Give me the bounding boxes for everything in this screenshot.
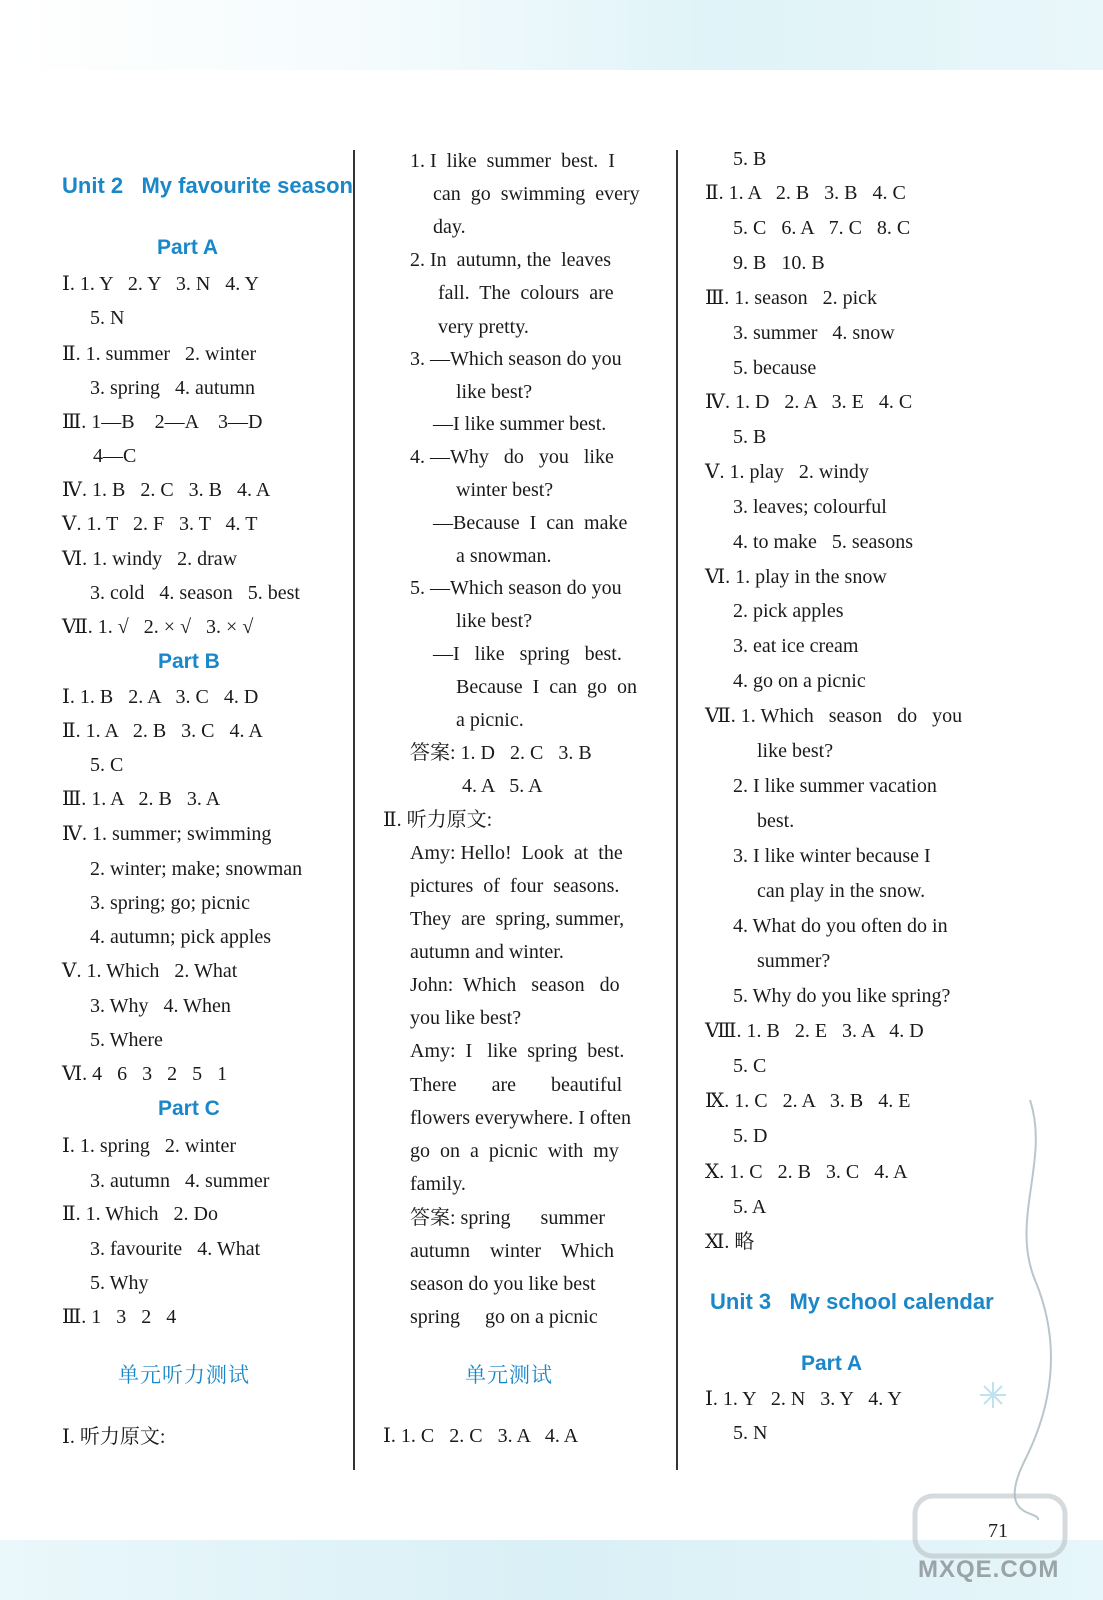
part-c-title: Part C	[158, 1097, 220, 1120]
decorative-curve	[1010, 1100, 1060, 1520]
answer-line: Ⅳ. 1. D 2. A 3. E 4. C	[705, 391, 913, 413]
answer-line: 5. D	[733, 1125, 768, 1147]
answer-line: Ⅰ. 1. spring 2. winter	[62, 1135, 236, 1157]
answer-line: 5. N	[90, 307, 125, 329]
answer-line: Ⅱ. 1. Which 2. Do	[62, 1203, 218, 1225]
answer-line: Ⅳ. 1. summer; swimming	[62, 823, 272, 845]
answer-line: 4. to make 5. seasons	[733, 531, 913, 553]
answer-line: 2. winter; make; snowman	[90, 858, 303, 880]
answer-line: 5. Why	[90, 1272, 149, 1294]
snowflake-icon	[978, 1380, 1008, 1410]
answer-line: Ⅰ. 1. Y 2. Y 3. N 4. Y	[62, 273, 259, 295]
answer-line: 3. spring; go; picnic	[90, 892, 250, 914]
answer-line: 3. summer 4. snow	[733, 322, 895, 344]
answer-line: Ⅱ. 1. A 2. B 3. B 4. C	[705, 182, 906, 204]
answer-line: 9. B 10. B	[733, 252, 825, 274]
answer-line: autumn winter Which	[410, 1240, 615, 1262]
answer-line: flowers everywhere. I often	[410, 1107, 632, 1129]
answer-line: 3. I like winter because I	[733, 845, 931, 867]
page-number: 71	[988, 1520, 1008, 1542]
answer-line: Ⅰ. 1. B 2. A 3. C 4. D	[62, 686, 259, 708]
answer-line: 3. eat ice cream	[733, 635, 859, 657]
answer-line: Ⅲ. 1. A 2. B 3. A	[62, 788, 221, 810]
watermark-text: MXQE.COM	[918, 1556, 1060, 1583]
answer-line: Ⅺ. 略	[705, 1231, 755, 1253]
answer-line: 5. C 6. A 7. C 8. C	[733, 217, 911, 239]
answer-line: 3. —Which season do you	[410, 348, 622, 370]
answer-line: Ⅹ. 1. C 2. B 3. C 4. A	[705, 1161, 908, 1183]
answer-line: There are beautiful	[410, 1074, 623, 1096]
answer-line: John: Which season do	[410, 974, 620, 996]
answer-line: 4. autumn; pick apples	[90, 926, 272, 948]
answer-line: can play in the snow.	[757, 880, 926, 902]
answer-line: 3. leaves; colourful	[733, 496, 887, 518]
answer-line: 4—C	[93, 445, 137, 467]
answer-line: 4. go on a picnic	[733, 670, 866, 692]
answer-line: go on a picnic with my	[410, 1140, 619, 1162]
part-a-title: Part A	[157, 236, 219, 259]
answer-line: 2. I like summer vacation	[733, 775, 937, 797]
answer-line: 4. —Why do you like	[410, 446, 614, 468]
answer-line: season do you like best	[410, 1273, 596, 1295]
answer-line: best.	[757, 810, 795, 832]
answer-line: Because I can go on	[456, 676, 638, 698]
unit-title: Unit 2 My favourite season	[62, 173, 353, 198]
answer-line: like best?	[456, 610, 533, 632]
top-decoration	[0, 0, 1103, 70]
answer-line: 2. pick apples	[733, 600, 844, 622]
answer-line: like best?	[456, 381, 533, 403]
answer-line: Ⅵ. 1. windy 2. draw	[62, 548, 238, 570]
answer-line: 5. Why do you like spring?	[733, 985, 951, 1007]
answer-line: autumn and winter.	[410, 941, 564, 963]
answer-line: 2. In autumn, the leaves	[410, 249, 612, 271]
answer-line: Ⅷ. 1. B 2. E 3. A 4. D	[705, 1020, 924, 1042]
answer-line: day.	[433, 216, 466, 238]
answer-line: 3. Why 4. When	[90, 995, 231, 1017]
answer-line: Ⅰ. 1. C 2. C 3. A 4. A	[383, 1425, 579, 1447]
answer-line: very pretty.	[438, 316, 529, 338]
answer-line: 答案: spring summer	[410, 1207, 605, 1229]
answer-line: Ⅲ. 1. season 2. pick	[705, 287, 878, 309]
answer-line: a picnic.	[456, 709, 524, 731]
answer-line: 4. What do you often do in	[733, 915, 948, 937]
answer-line: Ⅱ. 1. summer 2. winter	[62, 343, 257, 365]
part-b-title: Part B	[158, 650, 220, 673]
unit-3-part-a-title: Part A	[801, 1352, 863, 1375]
answer-line: summer?	[757, 950, 831, 972]
answer-line: They are spring, summer,	[410, 908, 625, 930]
answer-line: Ⅴ. 1. Which 2. What	[62, 960, 238, 982]
answer-line: fall. The colours are	[438, 282, 614, 304]
answer-line: 5. B	[733, 426, 767, 448]
answer-line: —I like summer best.	[433, 413, 607, 435]
listening-test-title: 单元听力测试	[118, 1364, 250, 1387]
answer-line: 答案: 1. D 2. C 3. B	[410, 742, 592, 764]
answer-line: 4. A 5. A	[462, 775, 543, 797]
answer-line: —I like spring best.	[433, 643, 622, 665]
answer-line: Ⅶ. 1. Which season do you	[705, 705, 963, 727]
answer-line: Ⅲ. 1 3 2 4	[62, 1306, 177, 1328]
answer-line: pictures of four seasons.	[410, 875, 620, 897]
answer-line: 5. C	[90, 754, 124, 776]
answer-line: 5. —Which season do you	[410, 577, 622, 599]
answer-line: 5. because	[733, 357, 817, 379]
unit-3-title: Unit 3 My school calendar	[710, 1289, 994, 1314]
answer-line: Ⅰ. 1. Y 2. N 3. Y 4. Y	[705, 1388, 902, 1410]
column-divider-2	[676, 150, 678, 1470]
answer-line: Ⅴ. 1. T 2. F 3. T 4. T	[62, 513, 258, 535]
answer-line: Ⅶ. 1. √ 2. × √ 3. × √	[62, 616, 254, 638]
answer-line: Ⅸ. 1. C 2. A 3. B 4. E	[705, 1090, 911, 1112]
answer-line: Ⅵ. 4 6 3 2 5 1	[62, 1063, 228, 1085]
answer-line: Amy: I like spring best.	[410, 1040, 625, 1062]
answer-line: Ⅴ. 1. play 2. windy	[705, 461, 869, 483]
answer-line: a snowman.	[456, 545, 552, 567]
unit-test-title: 单元测试	[465, 1364, 553, 1387]
answer-line: 3. autumn 4. summer	[90, 1170, 270, 1192]
answer-line: 1. I like summer best. I	[410, 150, 615, 172]
answer-line: 5. Where	[90, 1029, 163, 1051]
column-divider-1	[353, 150, 355, 1470]
answer-line: you like best?	[410, 1007, 522, 1029]
answer-line: 5. B	[733, 148, 767, 170]
answer-line: 3. cold 4. season 5. best	[90, 582, 300, 604]
answer-line: 5. A	[733, 1196, 767, 1218]
answer-line: 3. favourite 4. What	[90, 1238, 261, 1260]
answer-line: winter best?	[456, 479, 554, 501]
answer-line: Ⅱ. 1. A 2. B 3. C 4. A	[62, 720, 263, 742]
answer-line: Ⅲ. 1—B 2—A 3—D	[62, 411, 263, 433]
answer-line: 3. spring 4. autumn	[90, 377, 255, 399]
answer-line: Ⅵ. 1. play in the snow	[705, 566, 887, 588]
answer-line: can go swimming every	[433, 183, 640, 205]
answer-line: family.	[410, 1173, 466, 1195]
answer-line: Ⅱ. 听力原文:	[383, 809, 493, 831]
answer-line: —Because I can make	[433, 512, 628, 534]
answer-line: spring go on a picnic	[410, 1306, 598, 1328]
answer-line: like best?	[757, 740, 834, 762]
answer-line: 5. C	[733, 1055, 767, 1077]
answer-line: 5. N	[733, 1422, 768, 1444]
answer-line: Amy: Hello! Look at the	[410, 842, 623, 864]
answer-line: Ⅰ. 听力原文:	[62, 1426, 166, 1448]
answer-line: Ⅳ. 1. B 2. C 3. B 4. A	[62, 479, 271, 501]
